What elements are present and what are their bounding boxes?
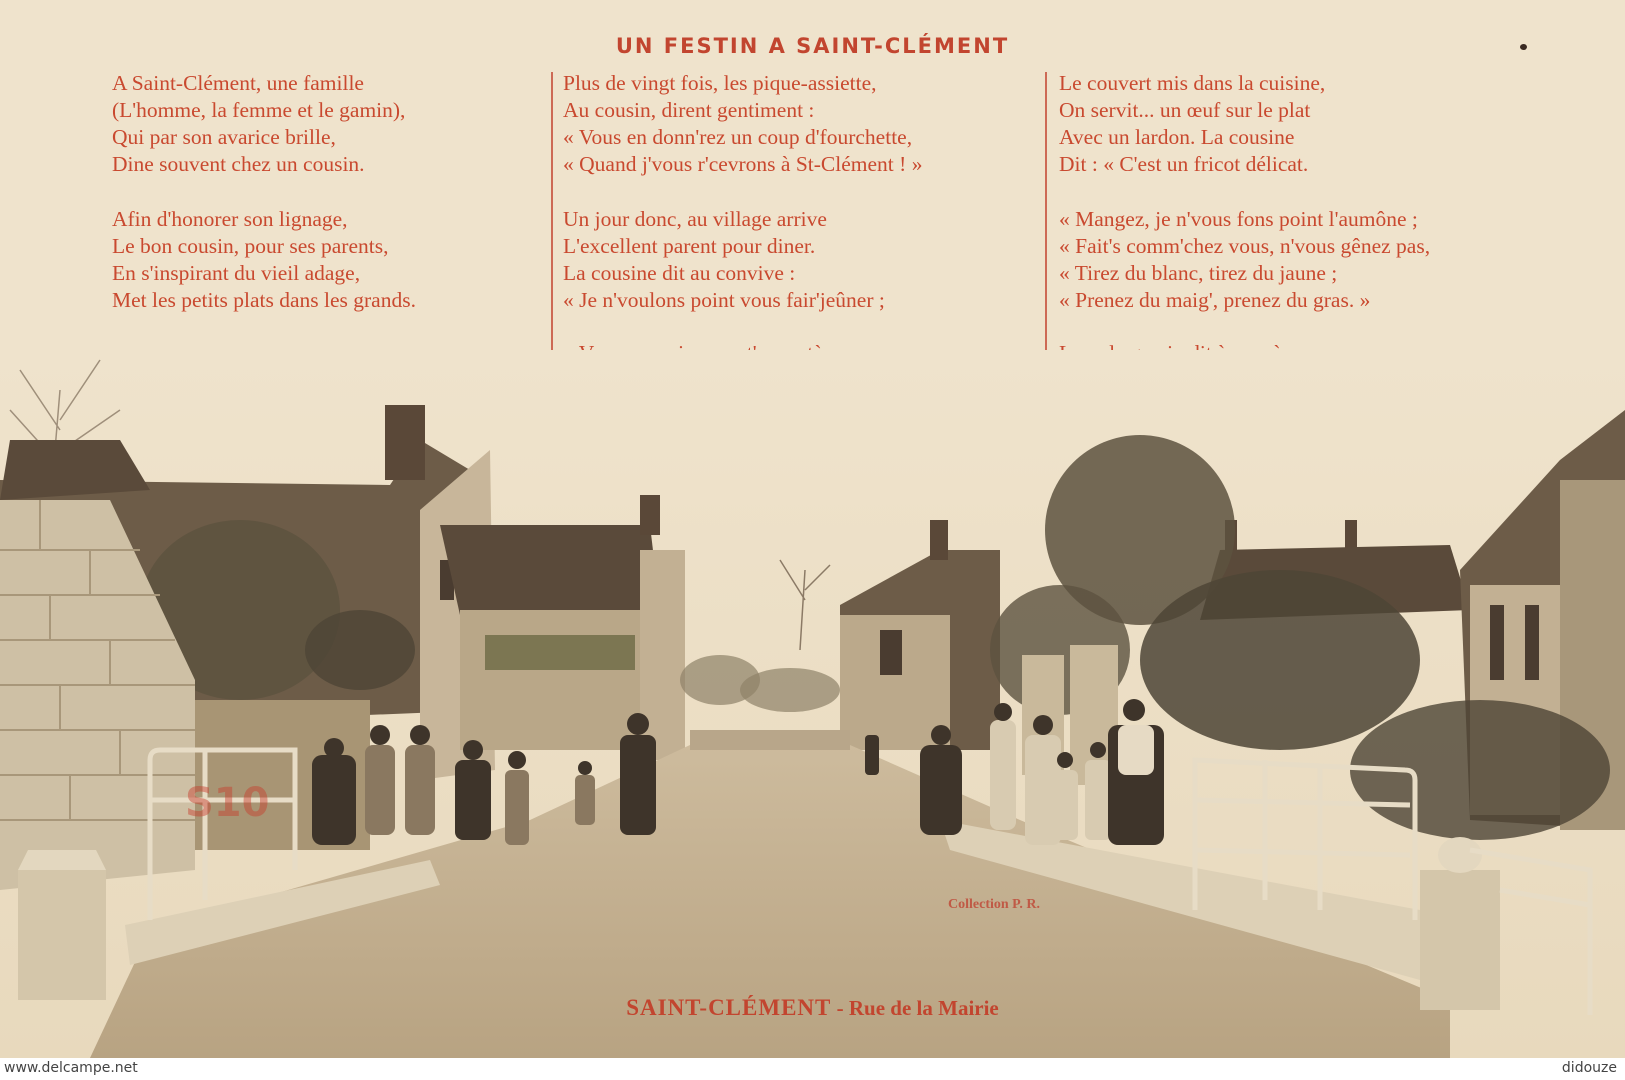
poem-title: UN FESTIN A SAINT-CLÉMENT [615, 34, 1010, 58]
caption-place: SAINT-CLÉMENT [626, 995, 832, 1020]
stanza-1: A Saint-Clément, une famille (L'homme, la femme et le gamin), Qui par son avarice brille, Dine souvent chez un cousin. [112, 71, 406, 176]
seller-name: didouze [1561, 1060, 1617, 1076]
street-photograph [0, 350, 1625, 1058]
caption-street: Rue de la Mairie [848, 996, 999, 1020]
stanza-3: Plus de vingt fois, les pique-assiette, Au cousin, dirent gentiment : « Vous en donn'rez un coup d'fourchette, « Quand j'vous r'cevrons à St-Clément ! » [563, 71, 923, 176]
stanza-4: Un jour donc, au village arrive L'excellent parent pour diner. La cousine dit au convive : « Je n'voulons point vous fair'jeûner ; [563, 207, 885, 312]
caption-separator: - [831, 996, 849, 1020]
red-stamp: S10 [185, 780, 270, 826]
photo-caption [0, 995, 1625, 1021]
stanza-7: « Mangez, je n'vous fons point l'aumône ; « Fait's comm'chez vous, n'vous gênez pas, « Tirez du blanc, tirez du jaune ; « Prenez du maig', prenez du gras. » [1059, 207, 1431, 312]
site-link[interactable]: www.delcampe.net [4, 1060, 138, 1076]
stanza-2: Afin d'honorer son lignage, Le bon cousin, pour ses parents, En s'inspirant du vieil adage, Met les petits plats dans les grands. [112, 207, 416, 312]
collection-mark: Collection P. R. [948, 897, 1041, 912]
stanza-6: Le couvert mis dans la cuisine, On servit... un œuf sur le plat Avec un lardon. La cousine Dit : « C'est un fricot délicat. [1059, 71, 1326, 176]
site-footer [0, 1058, 1625, 1080]
